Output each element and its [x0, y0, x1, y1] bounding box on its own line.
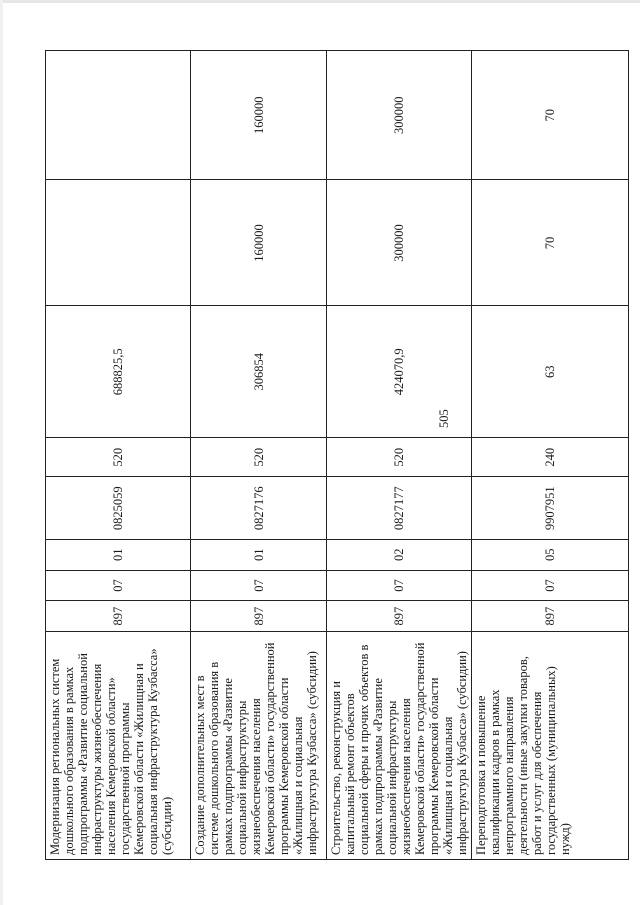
- amount-year-3: 70: [472, 51, 629, 180]
- expense-type-code: 520: [191, 438, 327, 477]
- table-row: [46, 51, 191, 860]
- ved-code: 897: [191, 601, 327, 632]
- ved-code: 897: [327, 601, 472, 632]
- amount-year-2: 300000: [327, 180, 472, 306]
- budget-table: [45, 50, 629, 860]
- scan-edge-left: [0, 0, 3, 905]
- row-description: Переподготовка и повышение квалификации кадров в рамках непрограммного направления деятельности (иные закупки товаров, работ и услуг для обеспечения государственных (муниципальных) нужд): [472, 632, 629, 860]
- row-description: Строительство, реконструкция и капитальный ремонт объектов социальной сферы и прочих объектов в рамках подпрограммы «Развитие социальной инфраструктуры жизнеобеспечения населения Кемеровской области» государственной программы Кемеровской области «Жилищная и социальная инфраструктура Кузбасса» (субсидии): [327, 632, 472, 860]
- rotated-page-content: [45, 50, 626, 860]
- table-row: [191, 51, 327, 860]
- amount-year-1: 306854: [191, 306, 327, 438]
- expense-type-code: 520: [46, 438, 191, 477]
- scan-edge-top: [0, 0, 640, 3]
- amount-year-2: 160000: [191, 180, 327, 306]
- amount-year-3: 300000: [327, 51, 472, 180]
- ved-code: 897: [46, 601, 191, 632]
- subsection-code: 02: [327, 539, 472, 570]
- target-article-code: 0827177: [327, 477, 472, 539]
- page-number: 505: [437, 409, 451, 428]
- amount-year-2: [46, 180, 191, 306]
- expense-type-code: 240: [472, 438, 629, 477]
- section-code: 07: [46, 570, 191, 601]
- section-code: 07: [191, 570, 327, 601]
- row-description: Создание дополнительных мест в системе дошкольного образования в рамках подпрограммы «Развитие социальной инфраструктуры жизнеобеспечения населения Кемеровской области» государственной программы Кемеровской области «Жилищная и социальная инфраструктура Кузбасса» (субсидии): [191, 632, 327, 860]
- row-description: Модернизация региональных систем дошкольного образования в рамках подпрограммы «Развитие социальной инфраструктуры жизнеобеспечения населения Кемеровской области» государственной программы Кемеровской области «Жилищная и социальная инфраструктура Кузбасса» (субсидии): [46, 632, 191, 860]
- target-article-code: 9907951: [472, 477, 629, 539]
- amount-year-2: 70: [472, 180, 629, 306]
- amount-year-3: 160000: [191, 51, 327, 180]
- table-row: [327, 51, 472, 860]
- target-article-code: 0825059: [46, 477, 191, 539]
- subsection-code: 01: [191, 539, 327, 570]
- subsection-code: 01: [46, 539, 191, 570]
- amount-year-1: 63: [472, 306, 629, 438]
- amount-year-1: 688825,5: [46, 306, 191, 438]
- table-row: [472, 51, 629, 860]
- amount-year-3: [46, 51, 191, 180]
- section-code: 07: [327, 570, 472, 601]
- target-article-code: 0827176: [191, 477, 327, 539]
- section-code: 07: [472, 570, 629, 601]
- amount-year-1: 424070,9: [327, 306, 472, 438]
- subsection-code: 05: [472, 539, 629, 570]
- ved-code: 897: [472, 601, 629, 632]
- expense-type-code: 520: [327, 438, 472, 477]
